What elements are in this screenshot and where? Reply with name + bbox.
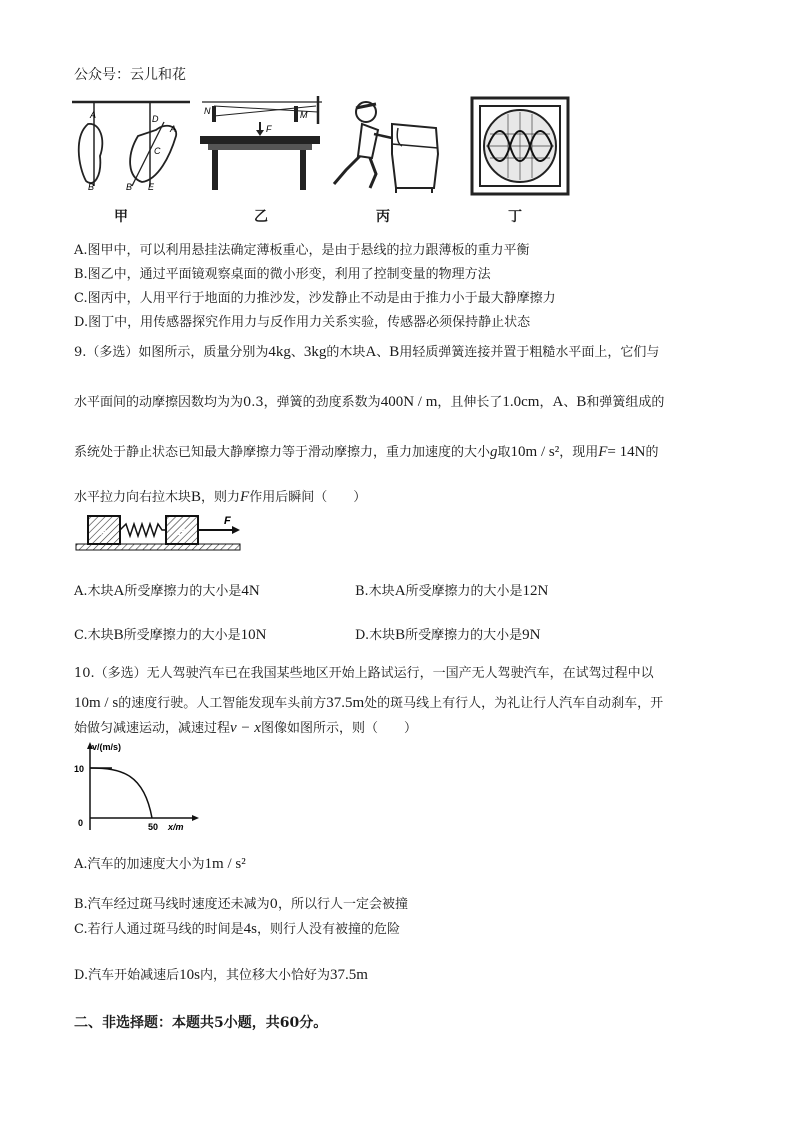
caption-yi: 乙 xyxy=(254,209,268,225)
q8-option-c: C.图丙中，人用平行于地面的力推沙发，沙发静止不动是由于推力小于最大静摩擦力 xyxy=(74,291,556,306)
figure-bing xyxy=(326,94,446,194)
label-jia-B: B xyxy=(88,182,95,192)
q10-option-c: C.若行人通过斑马线的时间是4s，则行人没有被撞的危险 xyxy=(74,921,400,937)
q10-option-a: A.汽车的加速度大小为1m / s² xyxy=(74,856,246,872)
caption-ding: 丁 xyxy=(508,209,522,225)
q9-figure xyxy=(74,512,244,558)
caption-jia: 甲 xyxy=(114,209,128,225)
q9-option-d: D.木块B所受摩擦力的大小是9N xyxy=(355,627,541,643)
figure-yi xyxy=(196,92,326,196)
q10-graph-ylabel: v/(m/s) xyxy=(92,742,122,752)
label-jia-A: A xyxy=(90,110,97,120)
q9-option-b: B.木块A所受摩擦力的大小是12N xyxy=(355,583,549,599)
q9-line-4: 水平拉力向右拉木块B，则力F作用后瞬间（ ） xyxy=(74,489,367,505)
account-header: 公众号：云儿和花 xyxy=(74,67,186,83)
q10-vx-graph xyxy=(72,740,202,836)
section-2-heading: 二、非选择题：本题共5小题，共60分。 xyxy=(74,1015,328,1031)
label-jia-B2: B xyxy=(126,182,133,192)
q9-line-2: 水平面间的动摩擦因数均为为0.3，弹簧的劲度系数为400N / m，且伸长了1.0cm，A、B和弹簧组成的 xyxy=(74,394,665,410)
q10-graph-origin: 0 xyxy=(78,818,84,828)
label-yi-N: N xyxy=(204,106,211,116)
q10-option-b: B.汽车经过斑马线时速度还未减为0，所以行人一定会被撞 xyxy=(74,897,408,912)
q9-line-1: 9.（多选）如图所示，质量分别为4kg、3kg的木块A、B用轻质弹簧连接并置于粗糙水平面上，它们与 xyxy=(74,344,660,360)
q9-fig-label-A: A xyxy=(100,527,108,538)
label-yi-F: F xyxy=(266,124,272,134)
q10-graph-ytick: 10 xyxy=(74,764,85,774)
q9-fig-label-B: B xyxy=(178,527,186,538)
q8-option-d: D.图丁中，用传感器探究作用力与反作用力关系实验，传感器必须保持静止状态 xyxy=(74,315,531,330)
q10-line-3: 始做匀减速运动，减速过程v − x图像如图所示，则（ ） xyxy=(74,720,417,736)
label-jia-A2: A xyxy=(170,124,177,134)
label-jia-E: E xyxy=(148,182,155,192)
q10-line-2: 10m / s的速度行驶。人工智能发现车头前方37.5m处的斑马线上有行人，为礼让行人汽车自动刹车，开 xyxy=(74,695,664,711)
figure-ding xyxy=(470,96,570,196)
q9-option-c: C.木块B所受摩擦力的大小是10N xyxy=(74,627,267,643)
label-jia-C: C xyxy=(154,146,161,156)
q8-option-a: A.图甲中，可以利用悬挂法确定薄板重心，是由于悬线的拉力跟薄板的重力平衡 xyxy=(74,243,530,258)
q9-line-3: 系统处于静止状态已知最大静摩擦力等于滑动摩擦力，重力加速度的大小g取10m / s²，现用F= 14N的 xyxy=(74,444,659,460)
q10-option-d: D.汽车开始减速后10s内，其位移大小恰好为37.5m xyxy=(74,967,368,983)
q10-graph-xlabel: x/m xyxy=(168,822,184,832)
q9-fig-label-F: F xyxy=(224,515,231,527)
q10-line-1: 10.（多选）无人驾驶汽车已在我国某些地区开始上路试运行，一国产无人驾驶汽车，在试驾过程中以 xyxy=(74,666,654,681)
label-yi-M: M xyxy=(300,110,308,120)
label-jia-D: D xyxy=(152,114,159,124)
q8-option-b: B.图乙中，通过平面镜观察桌面的微小形变，利用了控制变量的物理方法 xyxy=(74,267,491,282)
figure-jia xyxy=(66,96,196,200)
caption-bing: 丙 xyxy=(376,209,390,225)
q9-option-a: A.木块A所受摩擦力的大小是4N xyxy=(74,583,260,599)
q10-graph-xtick: 50 xyxy=(148,822,159,832)
